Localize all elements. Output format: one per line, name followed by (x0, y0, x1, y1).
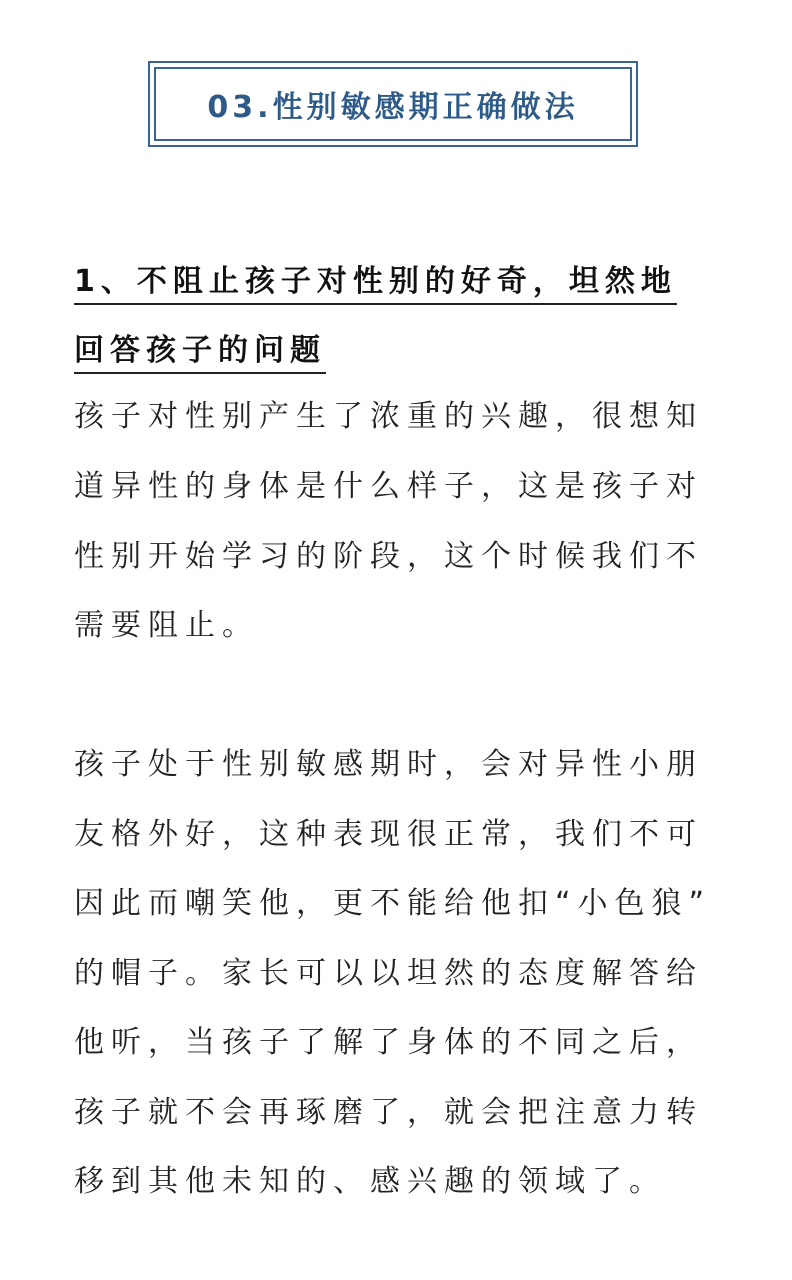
paragraph-line: 因此而嘲笑他，更不能给他扣“小色狼” (74, 886, 712, 921)
paragraph-line: 孩子对性别产生了浓重的兴趣，很想知 (74, 399, 703, 434)
paragraph-line: 友格外好，这种表现很正常，我们不可 (74, 817, 703, 852)
paragraph-line: 孩子就不会再琢磨了，就会把注意力转 (74, 1095, 703, 1130)
paragraph-line: 需要阻止。 (74, 608, 259, 643)
subheading-text: 回答孩子的问题 (74, 333, 326, 374)
paragraph-line: 道异性的身体是什么样子，这是孩子对 (74, 469, 703, 504)
paragraph-line: 他听，当孩子了解了身体的不同之后， (74, 1025, 703, 1060)
section-title-box (148, 61, 638, 147)
section-title-inner-frame (154, 67, 632, 141)
subheading-line (74, 262, 677, 302)
paragraph-line: 移到其他未知的、感兴趣的领域了。 (74, 1164, 666, 1199)
section-title: 03.性别敏感期正确做法 (207, 90, 579, 125)
paragraph-line: 孩子处于性别敏感期时，会对异性小朋 (74, 747, 703, 782)
subheading-text: 1、不阻止孩子对性别的好奇，坦然地 (74, 264, 677, 305)
paragraph-line: 性别开始学习的阶段，这个时候我们不 (74, 539, 703, 574)
paragraph-line: 的帽子。家长可以以坦然的态度解答给 (74, 956, 703, 991)
subheading-line (74, 331, 326, 371)
